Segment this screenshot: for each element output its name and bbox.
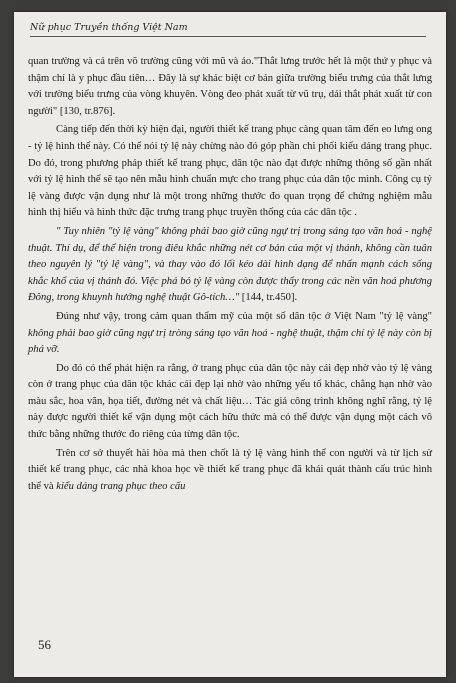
- paragraph-4-lead: Đúng như vậy, trong cảm quan thẩm mỹ của một số dân tộc ở Việt Nam "tỷ lệ vàng": [56, 310, 432, 322]
- paragraph-6: [28, 446, 432, 496]
- paragraph-4: [28, 309, 432, 359]
- paragraph-5: Do đó có thể phát hiện ra rằng, ở trang phục của dân tộc này cái đẹp nhờ vào tỷ lệ vàng còn ở trang phục của dân tộc khác cái đẹp lại nhờ vào những yếu tố khác, chẳng hạn nhờ vào màu sắc, hoa văn, họa tiết, đường nét và chất liệu… Tác giả công trình không nghĩ rằng, tỷ lệ này được người thiết kế vận dụng một cách hữu thức mà có thể được vận dụng một cách vô thức bằng những thước đo riêng của từng dân tộc.: [28, 362, 432, 441]
- quote-citation: [144, tr.450].: [239, 292, 298, 304]
- block-quote: [28, 224, 432, 307]
- paragraph-4-emphasis: không phải bao giờ cũng ngự trị tròng sáng tạo văn hoá - nghệ thuật, thậm chí tỷ lệ này còn bị phá vỡ.: [28, 327, 432, 356]
- page-number: 56: [38, 637, 51, 652]
- running-header: Nữ phục Truyền thống Việt Nam: [30, 22, 426, 37]
- paragraph-2: Càng tiếp đến thời kỳ hiện đại, người thiết kế trang phục càng quan tâm đến eo lưng ong - tỷ lệ hình thể này. Có thể nói tỷ lệ này chừng nào đó góp phần chi phối kiểu dáng trang phục. Do đó, trong phương pháp thiết kế trang phục, dân tộc nào đạt được những thông số gần nhất với tỷ lệ hình thể sẽ tạo nên mẫu hình chuẩn mực cho trang phục của dân tộc mình. Công cụ tỷ lệ vàng được vận dụng như là một trong những thước đo quan trọng để chứng nghiệm mẫu hình thị hiếu và hình thức đặc trưng trang phục truyền thống của các dân tộc .: [28, 124, 432, 219]
- page-body: [28, 54, 432, 497]
- quote-text: " Tuy nhiên "tỷ lệ vàng" không phải bao giờ cũng ngự trị trong sáng tạo văn hoá - nghệ thuật. Thí dụ, để thể hiện trong điêu khắc những nét cơ bản của một vị thánh, không cần tuân theo nguyên lý "tỷ lệ vàng", và thay vào đó lối kéo dài hình dạng để nhấn mạnh cách sống khắc khổ của vị thánh đó. Việc phá bỏ tỷ lệ vàng còn được thấy trong các nền văn hoá phương Đông, trong khuynh hướng nghệ thuật Gô-tích…": [28, 225, 432, 304]
- paragraph-6-emphasis: kiểu dáng trang phục theo cấu: [56, 480, 186, 492]
- paragraph-6-lead: Trên cơ sở thuyết hài hòa mà then chốt là tỷ lệ vàng hình thể con người và từ lịch sử thiết kế trang phục, các nhà khoa học về thiết kế trang phục đã khái quát thành cấu trúc hình thể và: [28, 447, 432, 492]
- book-page: [14, 12, 446, 677]
- paragraph-1: quan trường và cả trên võ trường cũng với mũ và áo."Thắt lưng trước hết là một thứ y phục và thậm chí là y phục đầu tiên… Đây là sự khác biệt cơ bản giữa trường biểu trưng của thắt lưng với trường biểu trưng của vòng khuyên. Vòng đeo phát xuất từ vũ trụ, dải thắt phát xuất từ con người" [130, tr.876].: [28, 56, 432, 117]
